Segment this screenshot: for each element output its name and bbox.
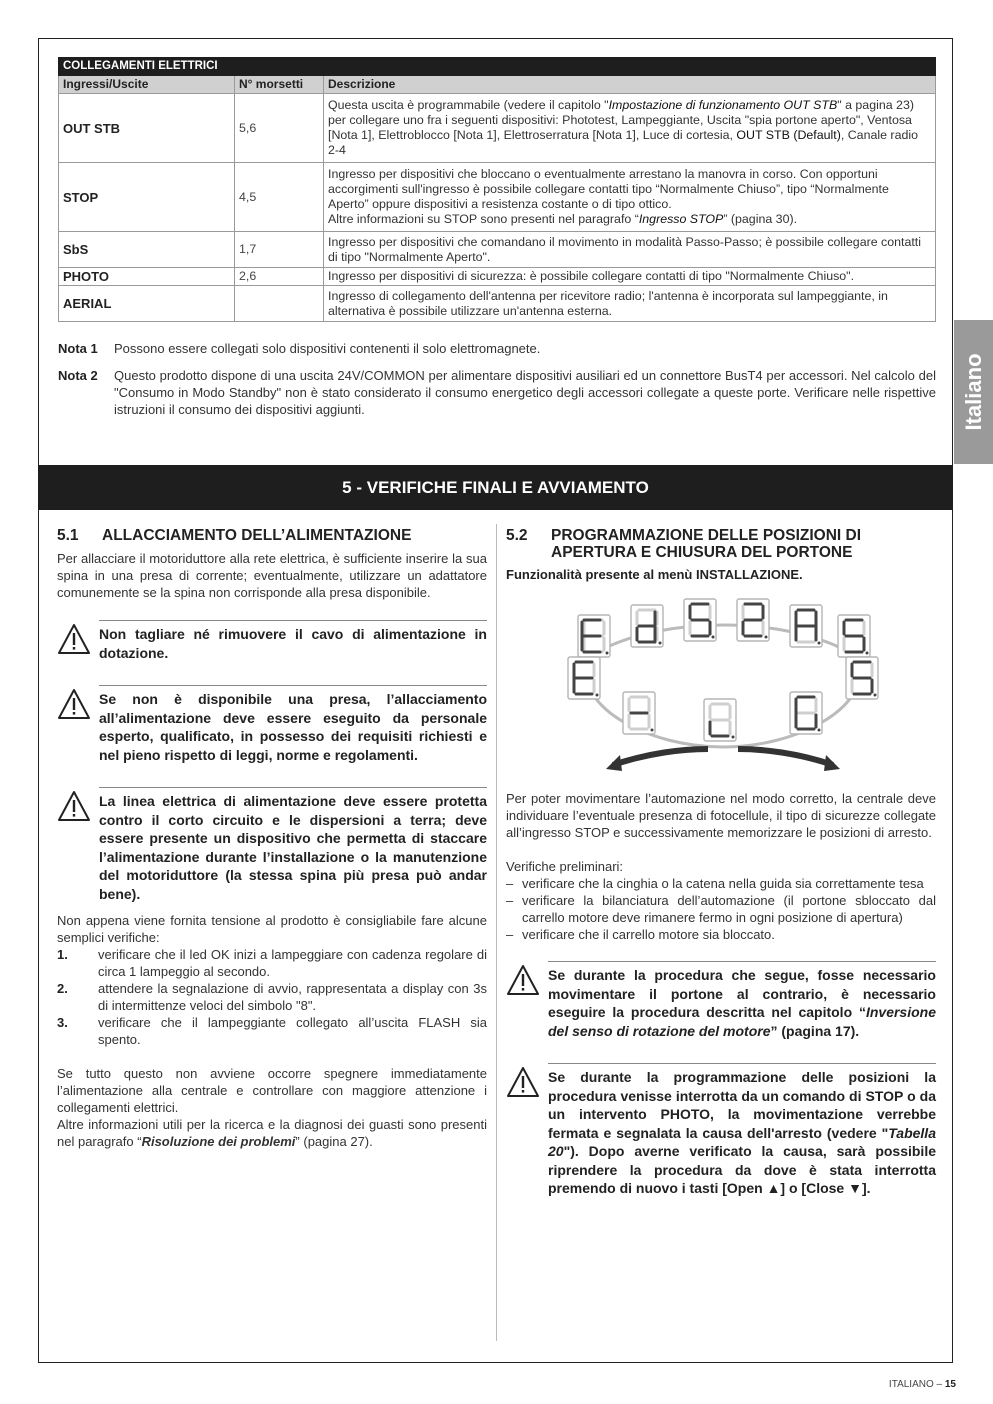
warning-3: La linea elettrica di alimentazione deve essere protetta contro il corto circuito e le dispersioni a terra; deve essere presente un dispositivo che permetta di staccare l’alimentazione durante l’installazione o la manutenzione del motoriduttore (la stessa spina più presa può andar bene). [99,787,487,903]
heading-5-2: 5.2 PROGRAMMAZIONE DELLE POSIZIONI DI APERTURA E CHIUSURA DEL PORTONE [506,527,862,561]
list-item: 1. verificare che il led OK inizi a lampeggiare con cadenza regolare di circa 1 lampeggio al secondo. [57,947,487,979]
checks-list [57,946,487,1048]
page-footer: ITALIANO – 15 [888,1379,956,1390]
body-paragraph: Per poter movimentare l’automazione nel modo corretto, la centrale deve individuare l’eventuale presenza di fotocellule, il tipo di sicurezze collegate all’ingresso STOP e successivamente memorizzare le posizioni di arresto. [506,791,936,840]
language-side-tab [954,320,993,464]
table-row: AERIAL Ingresso di collegamento dell'antenna per ricevitore radio; l'antenna è incorporata sul lampeggiante, in alternativa è possibile utilizzare un'antenna esterna. [59,286,936,322]
heading-5-1: 5.1 ALLACCIAMENTO DELL’ALIMENTAZIONE [57,527,412,544]
outro-paragraph-2: Altre informazioni utili per la ricerca e la diagnosi dei guasti sono presenti nel paragrafo “Risoluzione dei problemi” (pagina 27). [57,1117,487,1149]
list-item: 3. verificare che il lampeggiante collegato all’uscita FLASH sia spento. [57,1015,487,1047]
notes [58,340,936,428]
table-row: PHOTO 2,6 Ingresso per dispositivi di sicurezza: è possibile collegare contatti di tipo "Normalmente Chiuso". [59,268,936,286]
warning-icon [506,1066,540,1098]
warning-4: Se durante la procedura che segue, fosse necessario movimentare il portone al contrario, è necessario eseguire la procedura descritta nel capitolo “Inversione del senso di rotazione del motore” (pagina 17). [548,961,936,1040]
warning-1: Non tagliare né rimuovere il cavo di alimentazione in dotazione. [99,620,487,662]
table-title: COLLEGAMENTI ELETTRICI [59,58,936,76]
display-sequence-illustration [558,597,888,777]
prelim-title: Verifiche preliminari: [506,859,624,874]
header-io: Ingressi/Uscite [59,76,235,94]
list-item: – verificare che il carrello motore sia bloccato. [506,927,775,942]
section-5-1 [57,527,487,1150]
note-2: Nota 2 Questo prodotto dispone di una uscita 24V/COMMON per alimentare dispositivi ausiliari ed un connettore BusT4 per accessori. Nel calcolo del "Consumo in Modo Standby" non è stato considerato il consumo energetico degli accessori collegate a queste porte. Verificare nelle rispettive istruzioni il consumo dei dispositivi aggiunti. [58,368,936,417]
warning-2: Se non è disponibile una presa, l’allacciamento all’alimentazione deve essere eseguito da personale esperto, qualificato, in possesso dei requisiti richiesti e nel pieno rispetto di leggi, norme e regolamenti. [99,685,487,764]
warning-icon [506,964,540,996]
outro-paragraph-1: Se tutto questo non avviene occorre spegnere immediatamente l’alimentazione alla centrale e controllare con maggiore attenzione i collegamenti elettrici. [57,1066,487,1115]
header-terminals: N° morsetti [235,76,324,94]
list-item: 2. attendere la segnalazione di avvio, rappresentata a display con 3s di intermittenze veloci del simbolo "8". [57,981,487,1013]
header-description: Descrizione [324,76,936,94]
column-divider [496,524,497,1341]
checks-intro: Non appena viene fornita tensione al prodotto è consigliabile fare alcune semplici verifiche: [57,913,487,945]
connections-table [58,57,936,322]
list-item: – verificare che la cinghia o la catena nella guida sia correttamente tesa [506,876,924,891]
warning-icon [57,790,91,822]
note-1: Nota 1 Possono essere collegati solo dispositivi contenenti il solo elettromagnete. [58,341,541,356]
language-label: Italiano [960,353,986,431]
table-row: SbS 1,7 Ingresso per dispositivi che comandano il movimento in modalità Passo-Passo; è possibile collegare contatti di tipo "Normalmente Aperto". [59,232,936,268]
menu-note: Funzionalità presente al menù INSTALLAZIONE. [506,567,803,582]
table-row: STOP 4,5 Ingresso per dispositivi che bloccano o eventualmente arrestano la manovra in corso. Con opportuni accorgimenti sull'ingresso è possibile collegare contatti tipo “Normalmente Chiuso”, tipo “Normalmente Aperto” oppure dispositivi a resistenza costante o di tipo ottico. Altre informazioni su STOP sono presenti nel paragrafo “Ingresso STOP” (pagina 30). [59,163,936,232]
section-title: 5 - VERIFICHE FINALI E AVVIAMENTO [38,465,953,510]
warning-icon [57,688,91,720]
prelim-list [506,875,936,943]
intro-paragraph: Per allacciare il motoriduttore alla rete elettrica, è sufficiente inserire la sua spina in una presa di corrente; eventualmente, utilizzare un adattatore comunemente se la spina non corrisponde alla presa disponibile. [57,551,487,600]
table-row: OUT STB 5,6 Questa uscita è programmabile (vedere il capitolo "Impostazione di funzionamento OUT STB" a pagina 23) per collegare uno fra i seguenti dispositivi: Phototest, Lampeggiante, Uscita "spia portone aperto", Ventosa [Nota 1], Elettroblocco [Nota 1], Elettroserratura [Nota 1], Luce di cortesia, OUT STB (Default), Canale radio 2-4 [59,94,936,163]
section-5-2 [506,527,936,1198]
warning-5: Se durante la programmazione delle posizioni la procedura venisse interrotta da un comando di STOP o da un intervento PHOTO, la movimentazione verrebbe fermata e segnalata la causa dell'arresto (vedere "Tabella 20"). Dopo averne verificato la causa, sarà possibile riprendere la procedura da dove è stata interrotta premendo di nuovo i tasti [Open ▲] o [Close ▼]. [548,1063,936,1198]
list-item: – verificare la bilanciatura dell’automazione (il portone sbloccato dal carrello motore deve rimanere fermo in ogni posizione di apertura) [506,893,936,925]
warning-icon [57,623,91,655]
